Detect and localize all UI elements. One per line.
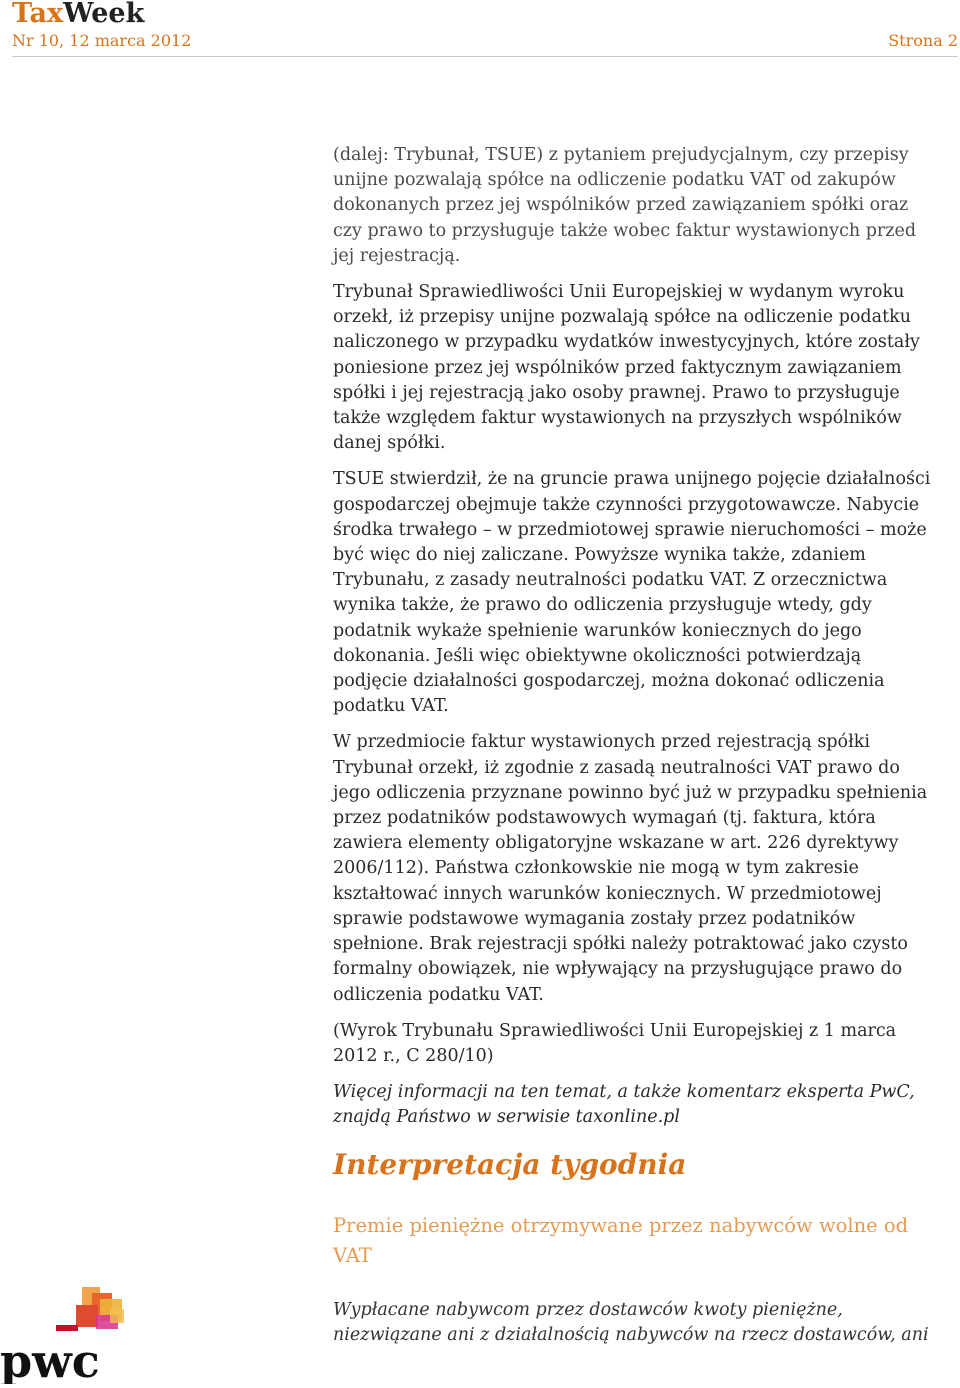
section-title: Interpretacja tygodnia	[333, 1147, 687, 1181]
issue-date: Nr 10, 12 marca 2012	[12, 31, 192, 50]
page-number: Strona 2	[888, 31, 958, 50]
more-info-note: Więcej informacji na ten temat, a także komentarz eksperta PwC, znajdą Państwo w serwisie taxonline.pl	[333, 1082, 915, 1128]
article-paragraph-2: Trybunał Sprawiedliwości Unii Europejskiej w wydanym wyroku orzekł, iż przepisy unijne pozwalają spółce na odliczenie podatku naliczonego w przypadku wydatków inwestycyjnych, które zostały poniesione przez jej wspólników przed faktycznym zawiązaniem spółki i jej rejestracją jako osoby prawnej. Prawo to przysługuje także względem faktur wystawionych na przyszłych wspólników danej spółki.	[333, 282, 920, 454]
section-lead: Wypłacane nabywcom przez dostawców kwoty pieniężne, niezwiązane ani z działalnością nabywców na rzecz dostawców, ani	[333, 1299, 929, 1345]
judgment-citation: (Wyrok Trybunału Sprawiedliwości Unii Europejskiej z 1 marca 2012 r., C 280/10)	[333, 1020, 897, 1066]
section-subtitle: Premie pieniężne otrzymywane przez nabywców wolne od VAT	[333, 1213, 909, 1267]
article-paragraph-4: W przedmiocie faktur wystawionych przed rejestracją spółki Trybunał orzekł, iż zgodnie z zasadą neutralności VAT prawo do jego odliczenia przyznane powinno być już w przypadku spełnienia przez podatników podstawowych wymagań (tj. faktura, która zawiera elementy obligatoryjne wskazane w art. 226 dyrektywy 2006/112). Państwa członkowskie nie mogą w tym zakresie kształtować innych warunków koniecznych. W przedmiotowej sprawie podstawowe wymagania zostały przez podatników spełnione. Brak rejestracji spółki należy potraktować jako czysto formalny obowiązek, nie wpływający na przysługujące prawo do odliczenia podatku VAT.	[333, 732, 928, 1005]
logo-week: Week	[63, 0, 145, 29]
article-paragraph-3: TSUE stwierdził, że na gruncie prawa unijnego pojęcie działalności gospodarczej obejmuje także czynności przygotowawcze. Nabycie środka trwałego – w przedmiotowej sprawie nieruchomości – może być więc do niej zaliczane. Powyższe wynika także, zdaniem Trybunału, z zasady neutralności podatku VAT. Z orzecznictwa wynika także, że prawo do odliczenia przysługuje wtedy, gdy podatnik wykaże spełnienie warunków koniecznych do jego dokonania. Jeśli więc obiektywne okoliczności potwierdzają podjęcie działalności gospodarczej, można dokonać odliczenia podatku VAT.	[333, 469, 931, 717]
header-divider	[12, 56, 958, 57]
pwc-logo-icon	[0, 1285, 130, 1384]
pwc-logo	[0, 1285, 130, 1384]
pwc-logo-text: pwc	[0, 1334, 100, 1384]
article-paragraph-1: (dalej: Trybunał, TSUE) z pytaniem prejudycjalnym, czy przepisy unijne pozwalają spółce na odliczenie podatku VAT od zakupów dokonanych przez jej wspólników przed zawiązaniem spółki oraz czy prawo to przysługuje także wobec faktur wystawionych przed jej rejestracją.	[333, 145, 917, 266]
taxweek-logo	[12, 0, 144, 32]
article-column	[333, 143, 931, 1359]
logo-tax: Tax	[12, 0, 64, 29]
page-header	[12, 0, 958, 58]
